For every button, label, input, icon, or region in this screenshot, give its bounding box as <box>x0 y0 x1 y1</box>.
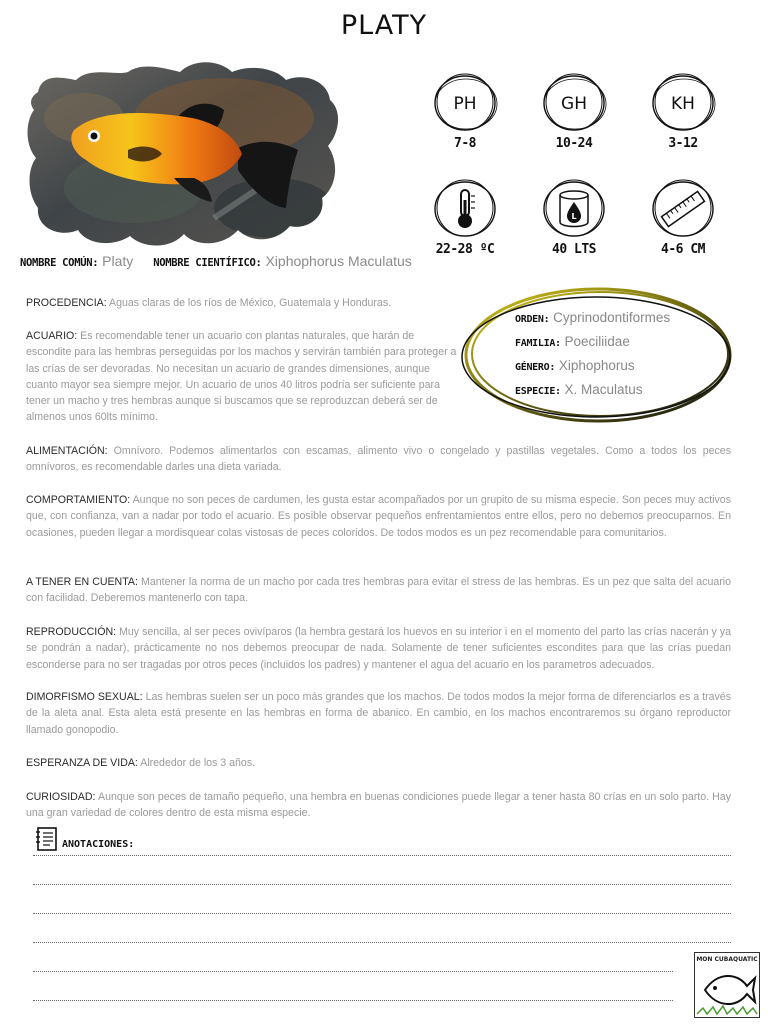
kh-label: KH <box>671 94 695 114</box>
section-text: Alrededor de los 3 años. <box>140 757 256 769</box>
section-heading: A TENER EN CUENTA: <box>26 576 138 588</box>
section-text: Muy sencilla, al ser peces ovivíparos (la hembra gestará los huevos en su interior i en el momento del parto las crías nacerán y ya se pondrán a nadar), prácticamente no nos debemos preocupar de nada. Solamente de tener suficientes escondites para que las crías puedan esconderse para no ser tragadas por otros peces (incluidos los padres) y mantener el agua del acuario en los parametros adecuados. <box>26 626 731 671</box>
notes-line[interactable] <box>33 855 731 856</box>
param-volume <box>534 178 614 257</box>
taxonomy-species-label: ESPECIE: <box>515 386 561 397</box>
ph-value: 7-8 <box>454 136 476 151</box>
ph-label: PH <box>453 94 477 114</box>
section-text: Aunque son peces de tamaño pequeño, una hembra en buenas condiciones puede llegar a tener hasta 80 crías en un solo parto. Hay una gran variedad de colores dentro de esta misma especie. <box>26 791 731 820</box>
param-ph <box>425 72 505 151</box>
tank-liters-icon <box>540 178 608 240</box>
scientific-name-label: NOMBRE CIENTÍFICO: <box>153 257 262 269</box>
ruler-icon <box>649 178 717 240</box>
logo-text: MON CUBAQUATIC <box>696 956 758 963</box>
section-text: Omnívoro. Podemos alimentarlos con escamas, alimento vivo o congelado y pastillas vegetales. Como a todos los peces omnívoros, es recomendable darles una dieta variada. <box>26 445 731 474</box>
notes-line[interactable] <box>33 913 731 914</box>
fish-logo-icon <box>695 962 759 1018</box>
fish-photo <box>24 58 344 254</box>
size-value: 4-6 CM <box>661 242 705 257</box>
section-heading: PROCEDENCIA: <box>26 297 107 309</box>
taxonomy-genus <box>515 358 670 382</box>
section-alimentacion <box>26 443 731 476</box>
taxonomy-box <box>460 282 736 428</box>
section-heading: CURIOSIDAD: <box>26 791 96 803</box>
notes-label: ANOTACIONES: <box>62 839 135 850</box>
section-curiosidad <box>26 789 731 822</box>
taxonomy-genus-label: GÉNERO: <box>515 362 556 373</box>
common-name-value: Platy <box>102 253 134 269</box>
section-a-tener-en-cuenta <box>26 574 731 607</box>
thermometer-icon <box>431 178 499 240</box>
section-text: Aguas claras de los ríos de México, Guatemala y Honduras. <box>109 297 392 309</box>
taxonomy-family <box>515 334 670 358</box>
gh-value: 10-24 <box>555 136 593 151</box>
notes-line[interactable] <box>33 971 673 972</box>
param-temperature <box>425 178 505 257</box>
gh-label: GH <box>561 94 587 114</box>
section-acuario <box>26 328 462 426</box>
section-reproduccion <box>26 624 731 673</box>
section-text: Las hembras suelen ser un poco más grandes que los machos. De todos modos la mejor forma de diferenciarlos es a través de la aleta anal. Esta aleta está presente en las hembras en forma de abanico. En cambio, en los machos encontraremos su órgano reproductor llamado gonopodio. <box>26 691 731 736</box>
taxonomy-genus-value: Xiphophorus <box>558 358 635 373</box>
temperature-value: 22-28 ºC <box>435 242 495 257</box>
taxonomy-species-value: X. Maculatus <box>564 382 643 397</box>
svg-text:L: L <box>571 212 577 221</box>
taxonomy-family-label: FAMILIA: <box>515 338 561 349</box>
section-heading: REPRODUCCIÓN: <box>26 626 117 638</box>
taxonomy-family-value: Poeciliidae <box>564 334 630 349</box>
param-gh <box>534 72 614 151</box>
taxonomy-species <box>515 382 670 406</box>
notebook-icon <box>34 826 60 852</box>
page-title: PLATY <box>340 10 428 41</box>
notes-line[interactable] <box>33 884 731 885</box>
kh-value: 3-12 <box>668 136 698 151</box>
taxonomy-order <box>515 310 670 334</box>
common-name-label: NOMBRE COMÚN: <box>20 257 99 269</box>
section-comportamiento <box>26 492 731 541</box>
section-heading: ACUARIO: <box>26 330 78 342</box>
section-dimorfismo-sexual <box>26 689 731 738</box>
taxonomy-order-label: ORDEN: <box>515 314 550 325</box>
section-procedencia <box>26 295 446 311</box>
taxonomy-order-value: Cyprinodontiformes <box>553 310 671 325</box>
section-text: Aunque no son peces de cardumen, les gusta estar acompañados por un grupito de su misma especie. Son peces muy activos que, con confianza, van a nadar por todo el acuario. Es posible observar pequeños enfrentamientos entre ellos, pero no debemos preocuparnos. En ocasiones, pueden llegar a mordisquear colas vistosas de peces coloridos. De todos modos es un pez recomendable para comunitarios. <box>26 494 731 539</box>
kh-circle-icon <box>649 72 717 134</box>
section-text: Mantener la norma de un macho por cada tres hembras para evitar el stress de las hembras. Es un pez que salta del acuario con facilidad. Deberemos mantenerlo con tapa. <box>26 576 732 605</box>
section-heading: COMPORTAMIENTO: <box>26 494 131 506</box>
species-names <box>20 253 420 269</box>
volume-value: 40 LTS <box>552 242 596 257</box>
section-esperanza-de-vida <box>26 755 731 771</box>
section-heading: DIMORFISMO SEXUAL: <box>26 691 143 703</box>
param-kh <box>643 72 723 151</box>
section-heading: ALIMENTACIÓN: <box>26 445 108 457</box>
gh-circle-icon <box>540 72 608 134</box>
notes-line[interactable] <box>33 942 731 943</box>
param-size <box>643 178 723 257</box>
ph-circle-icon <box>431 72 499 134</box>
brand-logo <box>694 952 760 1018</box>
scientific-name-value: Xiphophorus Maculatus <box>265 253 412 269</box>
section-heading: ESPERANZA DE VIDA: <box>26 757 138 769</box>
notes-header <box>34 826 135 857</box>
section-text: Es recomendable tener un acuario con plantas naturales, que harán de escondite para las hembras perseguidas por los machos y servirán también para proteger a las crías de ser devoradas. No necesitan un acuario de grandes dimensiones, aunque cuanto mayor sea siempre mejor. Un acuario de unos 40 litros podría ser suficiente para tener un macho y tres hembras aunque si buscamos que se reproduzcan deberá ser de almenos unos 60lts mínimo. <box>26 330 457 424</box>
notes-line[interactable] <box>33 1000 673 1001</box>
